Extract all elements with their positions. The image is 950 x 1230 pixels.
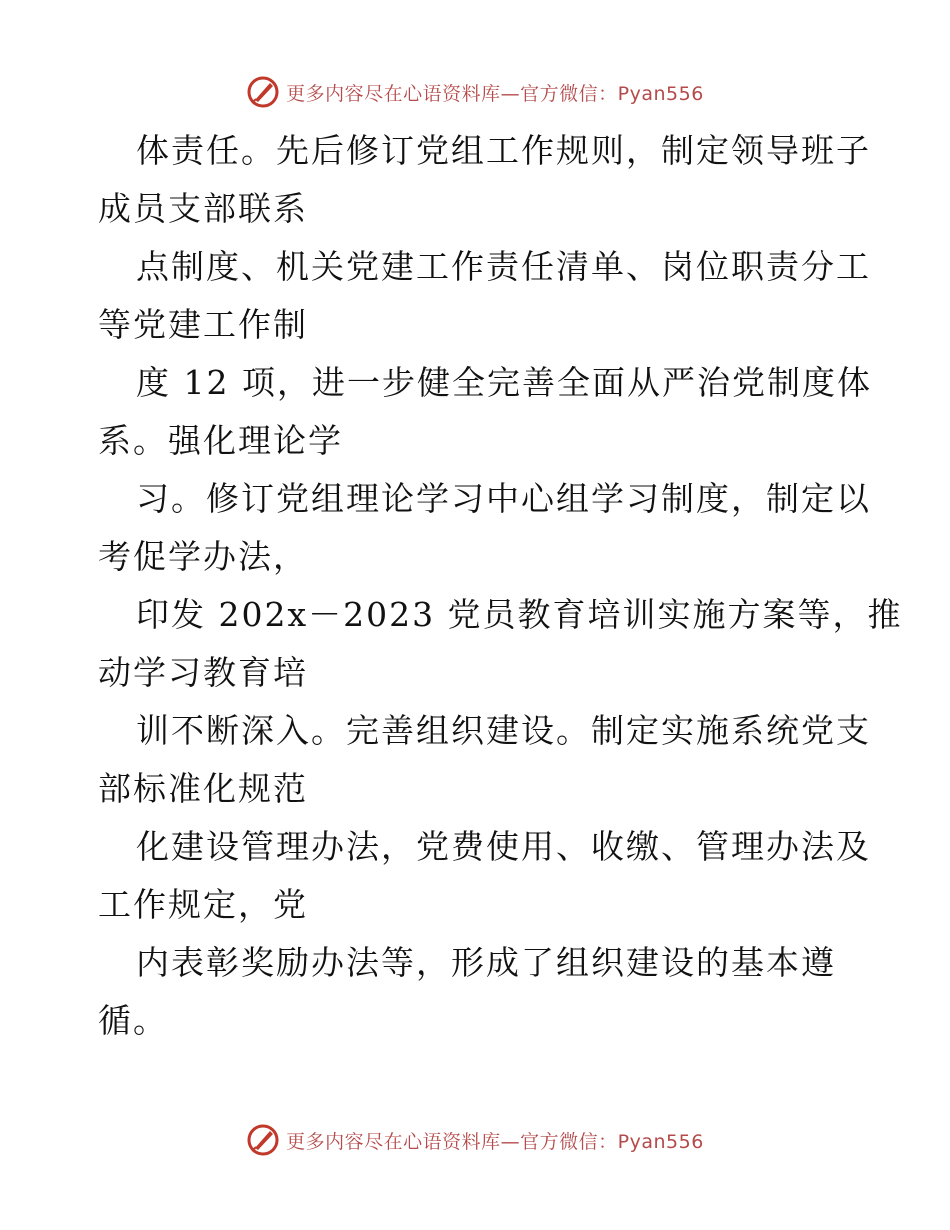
text-line: 印发 202x－2023 党员教育培训实施方案等，推	[136, 595, 903, 634]
quill-circle-logo-icon	[246, 1123, 280, 1157]
text-line: 化建设管理办法，党费使用、收缴、管理办法及	[136, 827, 871, 866]
footer-watermark	[0, 1118, 950, 1162]
text-line: 点制度、机关党建工作责任清单、岗位职责分工	[136, 247, 871, 286]
text-line: 训不断深入。完善组织建设。制定实施系统党支	[136, 711, 871, 750]
text-line: 系。强化理论学	[98, 421, 343, 460]
watermark-text: 更多内容尽在心语资料库—官方微信：Pyan556	[286, 82, 704, 105]
text-line: 循。	[98, 1001, 168, 1040]
text-line: 考促学办法，	[98, 537, 308, 576]
text-line: 动学习教育培	[98, 653, 308, 692]
text-line: 等党建工作制	[98, 305, 308, 344]
text-line: 内表彰奖励办法等，形成了组织建设的基本遵	[136, 943, 836, 982]
text-line: 习。修订党组理论学习中心组学习制度，制定以	[136, 479, 871, 518]
text-line: 度 12 项，进一步健全完善全面从严治党制度体	[136, 363, 872, 402]
text-line: 工作规定，党	[98, 885, 308, 924]
header-watermark	[0, 70, 950, 114]
text-line: 成员支部联系	[98, 189, 308, 228]
quill-circle-logo-icon	[246, 75, 280, 109]
text-line: 体责任。先后修订党组工作规则，制定领导班子	[136, 131, 871, 170]
watermark-text: 更多内容尽在心语资料库—官方微信：Pyan556	[286, 1130, 704, 1153]
text-line: 部标准化规范	[98, 769, 308, 808]
document-body	[98, 122, 903, 1050]
